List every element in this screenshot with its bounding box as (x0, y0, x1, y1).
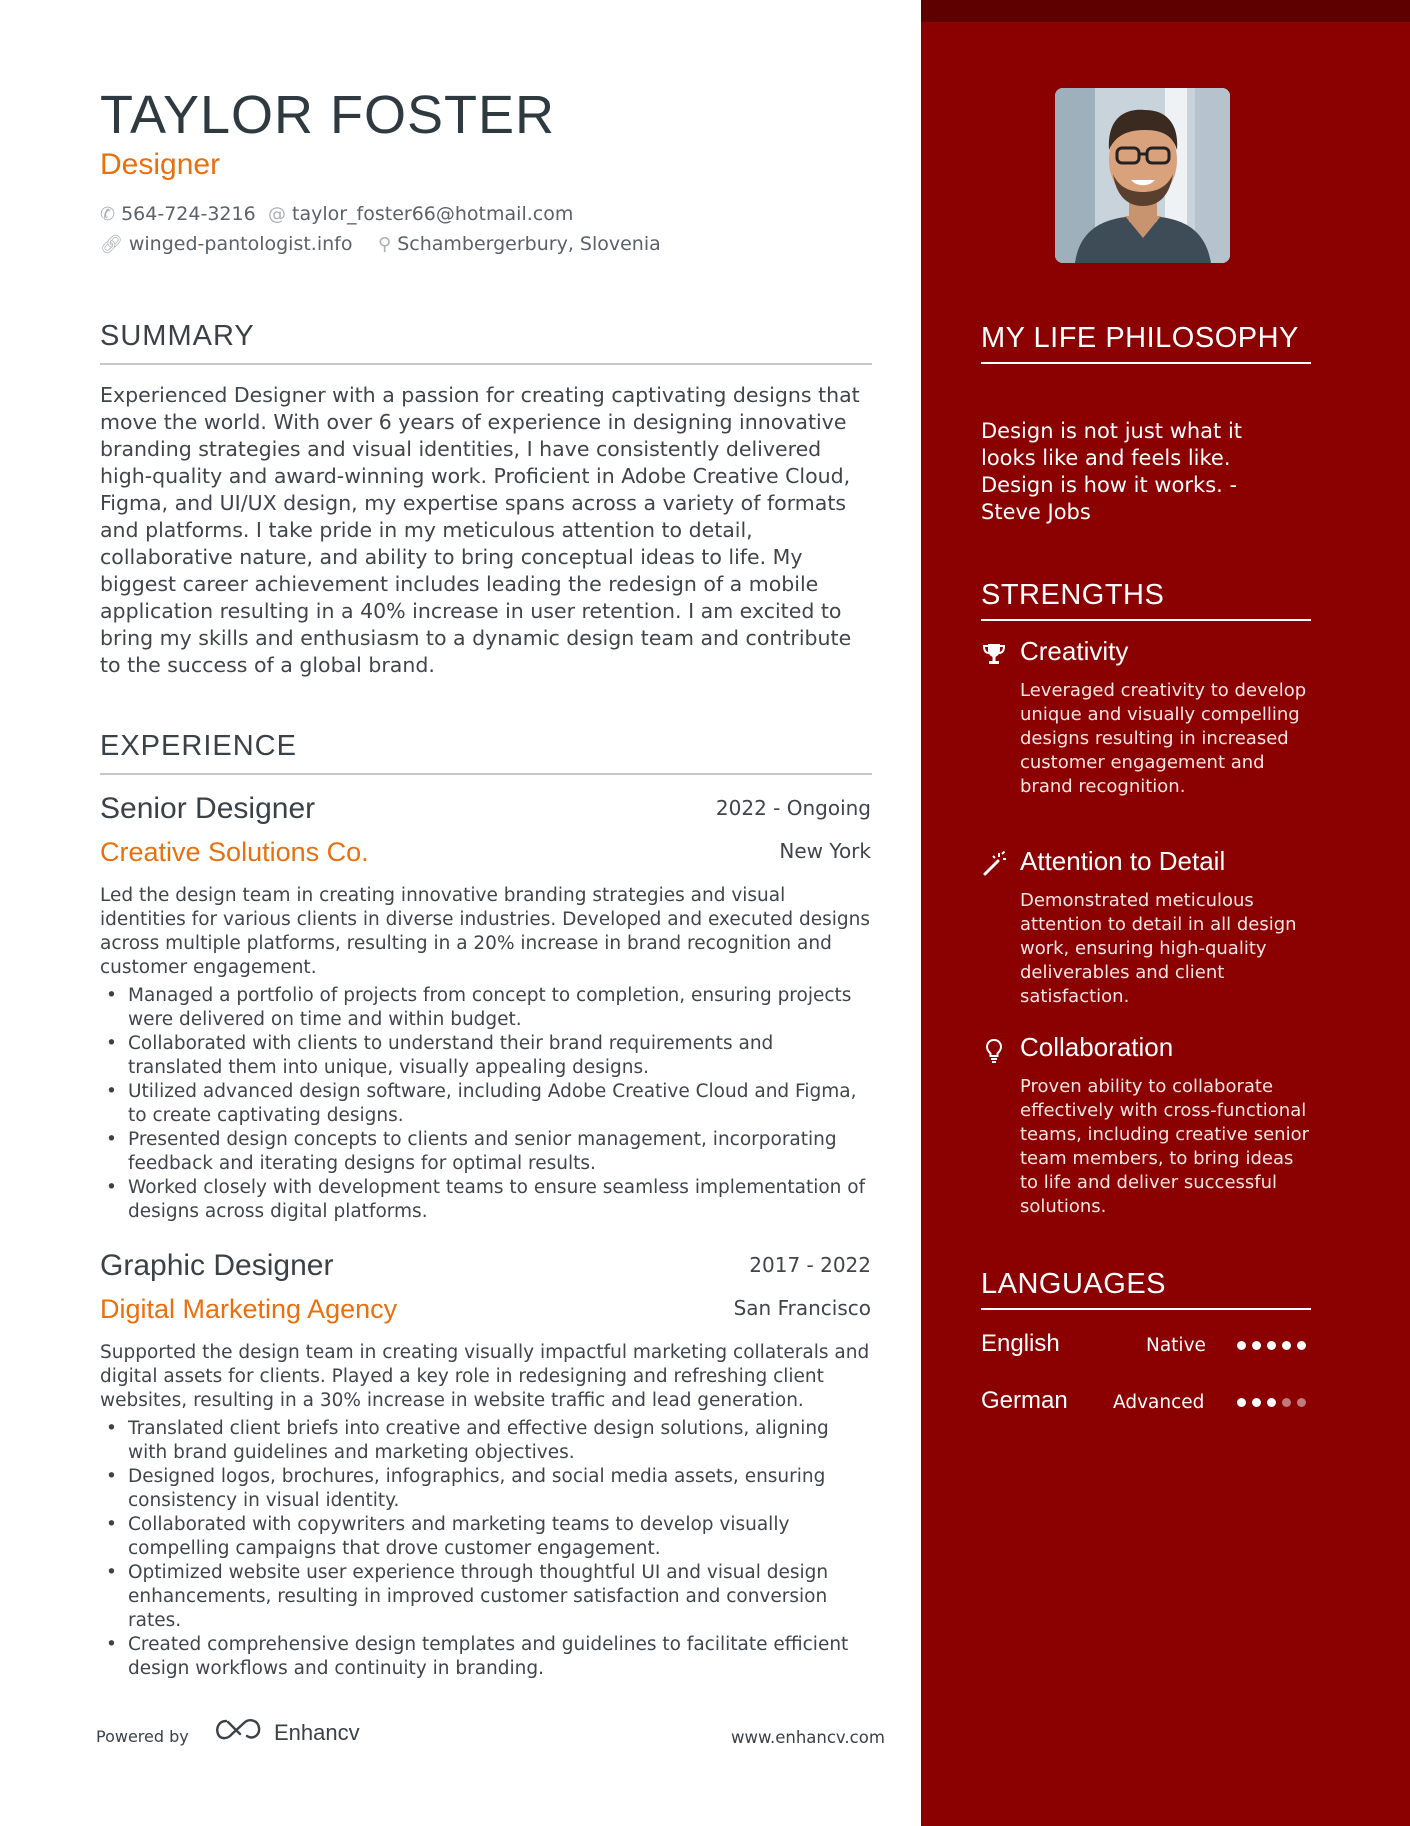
job-bullets (100, 1417, 872, 1681)
job-description: Supported the design team in creating visually impactful marketing collaterals and digital assets for clients. Played a key role in redesigning and refreshing client websites, resulting in a 30% increase in website traffic and lead generation. (100, 1342, 870, 1411)
job-bullet: • Translated client briefs into creative and effective design solutions, aligning with brand guidelines and marketing objectives. (100, 1417, 872, 1465)
job-title: Graphic Designer (100, 1249, 334, 1282)
at-icon: @ (268, 204, 286, 225)
summary-text: Experienced Designer with a passion for creating captivating designs that move the world. With over 6 years of experience in designing innovative branding strategies and visual identities, I have consistently delivered high-quality and award-winning work. Proficient in Adobe Creative Cloud, Figma, and UI/UX design, my expertise spans across a variety of formats and platforms. I take pride in my meticulous attention to detail, collaborative nature, and ability to bring conceptual ideas to life. My biggest career achievement includes leading the redesign of a mobile application resulting in a 40% increase in user retention. I am excited to bring my skills and enthusiasm to a dynamic design team and contribute to the success of a global brand. (100, 383, 860, 677)
job-bullet: • Designed logos, brochures, infographics, and social media assets, ensuring consistency in visual identity. (100, 1465, 872, 1513)
rating-dot-filled (1282, 1341, 1291, 1350)
sidebar-top-bar (921, 0, 1410, 22)
job-bullet: • Worked closely with development teams to ensure seamless implementation of designs across digital platforms. (100, 1176, 872, 1224)
job-location: New York (779, 839, 871, 863)
language-rating (1237, 1398, 1306, 1407)
email-contact[interactable] (268, 203, 573, 225)
job-bullet: • Created comprehensive design templates and guidelines to facilitate efficient design workflows and continuity in branding. (100, 1633, 872, 1681)
job-description: Led the design team in creating innovative branding strategies and visual identities for various clients in diverse industries. Developed and executed designs across multiple platforms, resulting in a 20% increase in brand recognition and customer engagement. (100, 885, 870, 978)
language-name: German (981, 1387, 1068, 1414)
rating-dot-filled (1237, 1341, 1246, 1350)
phone-text: 564-724-3216 (121, 203, 256, 225)
job-bullet: • Presented design concepts to clients and senior management, incorporating feedback and iterating designs for optimal results. (100, 1128, 872, 1176)
strength-title: Attention to Detail (1020, 846, 1226, 876)
job-location: San Francisco (733, 1296, 871, 1320)
portrait-illustration (1055, 88, 1230, 263)
enhancv-url[interactable]: www.enhancv.com (731, 1728, 885, 1747)
enhancv-brand: Enhancv (274, 1720, 360, 1745)
strength-description: Leveraged creativity to develop unique and visually compelling designs resulting in increased customer engagement and brand recognition. (1020, 680, 1307, 797)
profile-photo (1055, 88, 1230, 263)
magic-wand-icon (981, 851, 1007, 877)
job-bullet: • Utilized advanced design software, including Adobe Creative Cloud and Figma, to create captivating designs. (100, 1080, 872, 1128)
language-rating (1237, 1341, 1306, 1350)
location-pin-icon: ⚲ (378, 234, 392, 255)
website-text[interactable]: winged-pantologist.info (128, 233, 353, 255)
experience-heading: EXPERIENCE (100, 730, 872, 775)
trophy-icon (981, 641, 1007, 667)
philosophy-quote: Design is not just what it looks like and feels like. Design is how it works. - Steve Jobs (981, 419, 1243, 524)
job-bullet: • Collaborated with copywriters and marketing teams to develop visually compelling campaigns that drove customer engagement. (100, 1513, 872, 1561)
strength-description: Demonstrated meticulous attention to detail in all design work, ensuring high-quality deliverables and client satisfaction. (1020, 890, 1297, 1007)
rating-dot-filled (1267, 1398, 1276, 1407)
job-dates: 2017 - 2022 (749, 1253, 871, 1277)
job-dates: 2022 - Ongoing (715, 796, 871, 820)
lightbulb-icon (981, 1037, 1007, 1063)
philosophy-heading: MY LIFE PHILOSOPHY (981, 320, 1311, 364)
rating-dot-filled (1297, 1341, 1306, 1350)
language-level: Native (1146, 1335, 1206, 1356)
company-name: Digital Marketing Agency (100, 1294, 398, 1324)
languages-heading: LANGUAGES (981, 1266, 1311, 1310)
rating-dot-filled (1237, 1398, 1246, 1407)
strength-description: Proven ability to collaborate effectively with cross-functional teams, including creative senior team members, to bring ideas to life and deliver successful solutions. (1020, 1076, 1310, 1217)
job-bullet: • Optimized website user experience through thoughtful UI and visual design enhancements, resulting in improved customer satisfaction and conversion rates. (100, 1561, 872, 1633)
strength-title: Creativity (1020, 636, 1129, 666)
summary-heading: SUMMARY (100, 320, 872, 365)
phone-icon: ✆ (100, 204, 116, 225)
rating-dot-filled (1252, 1398, 1261, 1407)
powered-by-label: Powered by (96, 1727, 189, 1746)
rating-dot-empty (1282, 1398, 1291, 1407)
enhancv-logo-icon (214, 1717, 262, 1743)
strength-title: Collaboration (1020, 1032, 1174, 1062)
job-bullet: • Collaborated with clients to understand their brand requirements and translated them into unique, visually appealing designs. (100, 1032, 872, 1080)
candidate-name: TAYLOR FOSTER (100, 85, 556, 145)
candidate-role: Designer (100, 148, 221, 181)
strengths-heading: STRENGTHS (981, 577, 1311, 621)
location-text: Schambergerbury, Slovenia (397, 233, 661, 255)
location-contact (378, 233, 661, 255)
language-name: English (981, 1330, 1060, 1357)
rating-dot-filled (1252, 1341, 1261, 1350)
sidebar (921, 0, 1410, 1826)
job-bullet: • Managed a portfolio of projects from concept to completion, ensuring projects were delivered on time and within budget. (100, 984, 872, 1032)
email-text[interactable]: taylor_foster66@hotmail.com (292, 203, 574, 225)
website-contact[interactable] (100, 233, 352, 255)
rating-dot-empty (1297, 1398, 1306, 1407)
rating-dot-filled (1267, 1341, 1276, 1350)
job-title: Senior Designer (100, 792, 316, 825)
job-bullets (100, 984, 872, 1224)
company-name: Creative Solutions Co. (100, 837, 369, 867)
language-level: Advanced (1113, 1392, 1205, 1413)
link-icon: 🔗︎ (100, 234, 123, 255)
phone-contact (100, 203, 256, 225)
